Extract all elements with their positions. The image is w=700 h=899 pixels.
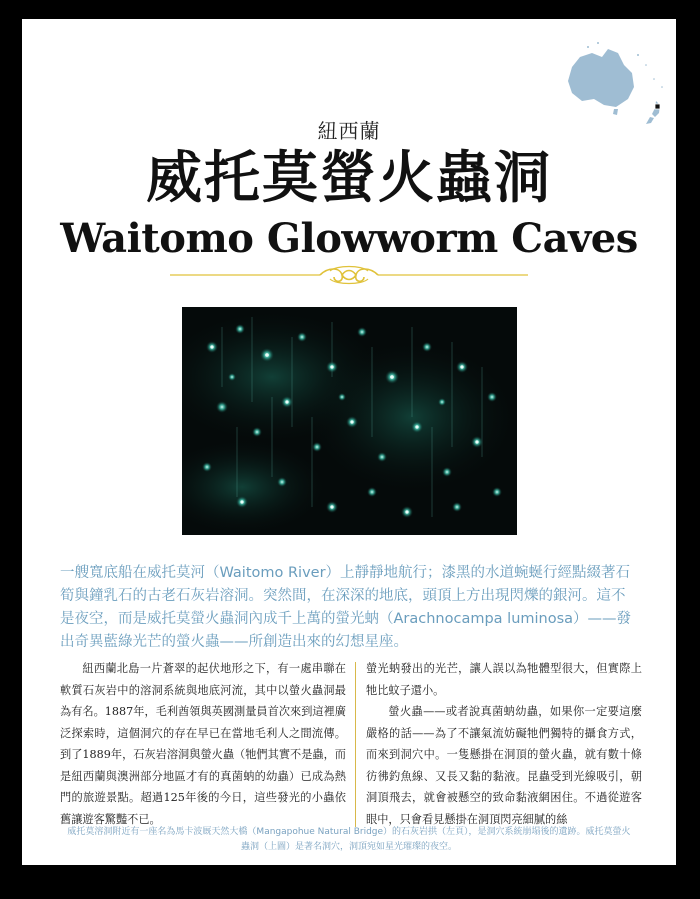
title-chinese: 威托莫螢火蟲洞 <box>146 145 552 211</box>
australia-new-zealand-map-icon <box>558 35 676 125</box>
photo-caption: 威托莫溶洞附近有一座名為馬卡波厩天然大橋（Mangapohue Natural Bridge）的石灰岩拱（左頁），是洞穴系統崩塌後的遺跡。威托莫螢火蟲洞（上圖）是著名洞穴，洞頂宛如星光璀璨的夜空。 <box>67 827 631 852</box>
title-english: Waitomo Glowworm Caves <box>60 215 638 262</box>
body-paragraph: 螢火蟲——或者說真菌蚋幼蟲，如果你一定要這麼嚴格的話——為了不讓氣流妨礙牠們獨特的攝食方式，而來到洞穴中。一隻懸掛在洞頂的螢火蟲，就有數十條彷彿釣魚線、又長又黏的黏液。昆蟲受到光線吸引，朝洞頂飛去，就會被懸空的致命黏液網困住。不過從遊客眼中，只會看見懸掛在洞頂閃亮細膩的絲 <box>366 705 642 826</box>
glowworm-cave-photo <box>182 307 517 535</box>
body-column-right <box>366 658 642 830</box>
gold-divider-ornament <box>170 265 528 285</box>
magazine-page <box>22 19 676 865</box>
country-subtitle: 紐西蘭 <box>317 119 381 143</box>
body-column-left <box>60 658 346 830</box>
lead-paragraph: 一艘寬底船在威托莫河（Waitomo River）上靜靜地航行；漆黑的水道蜿蜒行經點綴著石筍與鐘乳石的古老石灰岩溶洞。突然間，在深深的地底，頭頂上方出現閃爍的銀河。這不是夜空，而是威托莫螢火蟲洞內成千上萬的螢光蚋（Arachnocampa luminosa）——發出奇異藍綠光芒的螢火蟲——所創造出來的幻想星座。 <box>60 565 632 650</box>
body-paragraph: 螢光蚋發出的光芒，讓人誤以為牠體型很大，但實際上牠比蚊子還小。 <box>366 662 642 697</box>
body-paragraph: 紐西蘭北島一片蒼翠的起伏地形之下，有一處串聯在軟質石灰岩中的溶洞系統與地底河流，其中以螢火蟲洞最為有名。1887年，毛利酋領與英國測量員首次來到這裡廣泛探索時，這個洞穴的存在早已在當地毛利人之間流傳。到了1889年，石灰岩溶洞與螢火蟲（牠們其實不是蟲，而是紐西蘭與澳洲部分地區才有的真菌蚋的幼蟲）已成為熱門的旅遊景點。超過125年後的今日，這些發光的小蟲依舊讓遊客驚豔不已。 <box>60 662 346 826</box>
column-divider <box>355 662 356 827</box>
